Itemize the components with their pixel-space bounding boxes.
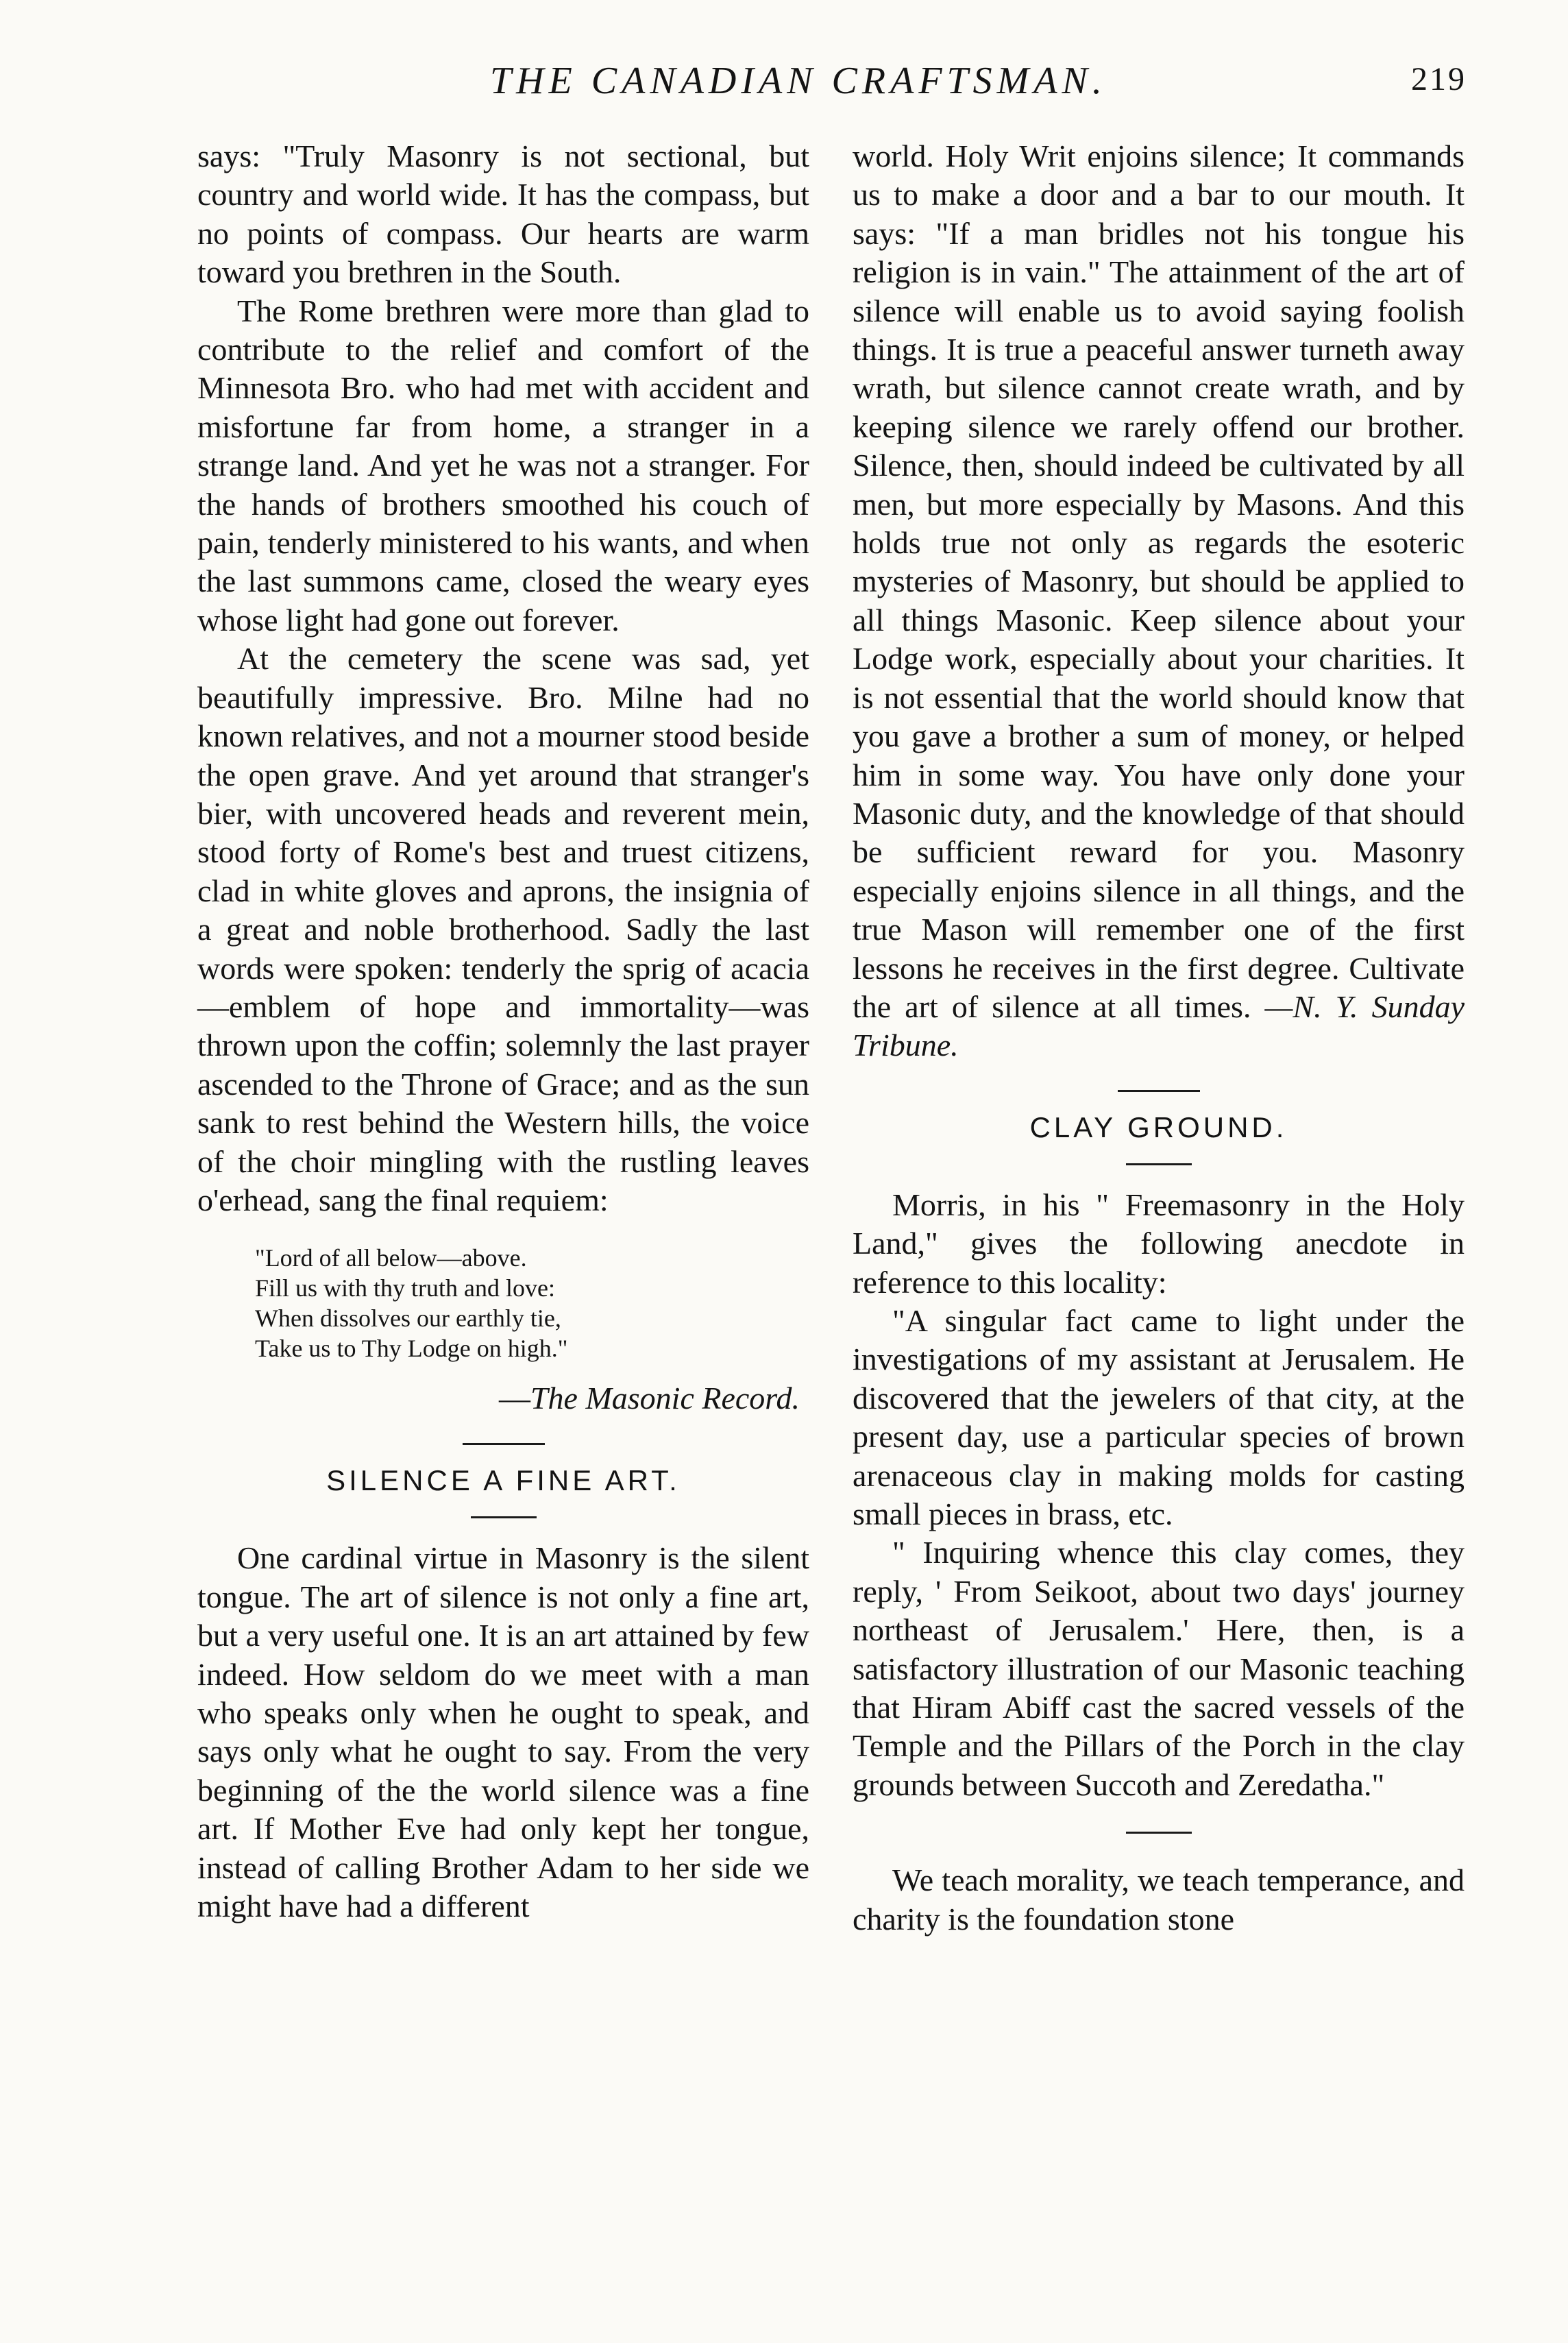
paragraph: At the cemetery the scene was sad, yet beautifully impressive. Bro. Milne had no known relatives, and not a mourner stood beside the open grave. And yet around that stranger's bier, with uncovered heads and reverent mein, stood forty of Rome's best and truest citizens, clad in white gloves and aprons, the insignia of a great and noble brotherhood. Sadly the last words were spoken: tenderly the sprig of acacia—emblem of hope and immortality—was thrown upon the coffin; solemnly the last prayer ascended to the Throne of Grace; and as the sun sank to rest behind the Western hills, the voice of the choir mingling with the rustling leaves o'erhead, sang the final requiem: [197, 641, 809, 1217]
paragraph: The Rome brethren were more than glad to contribute to the relief and comfort of the Minnesota Bro. who had met with accident and misfortune far from home, a stranger in a strange land. And yet he was not a stranger. For the hands of brothers smoothed his couch of pain, tenderly ministered to his wants, and when the last summons came, closed the weary eyes whose light had gone out forever. [197, 293, 809, 638]
paragraph-text: world. Holy Writ enjoins silence; It commands us to make a door and a bar to our mouth. It says: "If a man bridles not his tongue his religion is in vain." The attainment of the art of silence will enable us to avoid saying foolish things. It is true a peaceful answer turneth away wrath, but silence cannot create wrath, and by keeping silence we rarely offend our brother. Silence, then, should indeed be cultivated by all men, but more especially by Masons. And this holds true not only as regards the esoteric mysteries of Masonry, but should be applied to all things Masonic. Keep silence about your Lodge work, especially about your charities. It is not essential that the world should know that you gave a brother a sum of money, or helped him in some way. You have only done your Masonic duty, and the knowledge of that should be sufficient reward for you. Masonry especially enjoins silence in all things, and the true Mason will remember one of the first lessons he receives in the first degree. Cultivate the art of silence at all times. [853, 138, 1465, 1024]
attribution-dash: — [498, 1381, 530, 1416]
page-number: 219 [1411, 61, 1467, 97]
divider-rule [1126, 1163, 1192, 1165]
poem-line: "Lord of all below—above. [255, 1244, 527, 1272]
poem-line: Take us to Thy Lodge on high." [255, 1335, 568, 1363]
paragraph: says: "Truly Masonry is not sectional, but country and world wide. It has the compass, but no points of compass. Our hearts are warm toward you brethren in the South. [197, 138, 809, 290]
left-column [197, 137, 809, 1926]
section-heading-block [197, 1443, 809, 1518]
paragraph: We teach morality, we teach temperance, and charity is the foundation stone [853, 1862, 1465, 1937]
poem-line: When dissolves our earthly tie, [255, 1304, 561, 1333]
paragraph: " Inquiring whence this clay comes, they reply, ' From Seikoot, about two days' journey northeast of Jerusalem.' Here, then, is a satisfactory illustration of our Masonic teaching that Hiram Abiff cast the sacred vessels of the Temple and the Pillars of the Porch in the clay grounds between Succoth and Zeredatha." [853, 1535, 1465, 1802]
attribution-source: The Masonic Record. [530, 1381, 800, 1416]
running-title: THE CANADIAN CRAFTSMAN. [490, 60, 1107, 102]
poem-quote [255, 1243, 809, 1363]
divider-rule [471, 1516, 537, 1518]
paragraph: "A singular fact came to light under the investigations of my assistant at Jerusalem. He discovered that the jewelers of that city, at the present day, use a particular species of brown arenaceous clay in making molds for casting small pieces in brass, etc. [853, 1302, 1465, 1531]
article-source: —N. Y. Sunday Tribune. [853, 988, 1465, 1063]
paragraph: Morris, in his " Freemasonry in the Holy Land," gives the following anecdote in reference to this locality: [853, 1187, 1465, 1300]
section-heading-block [853, 1090, 1465, 1165]
right-column [853, 137, 1465, 1939]
paragraph [853, 137, 1465, 1065]
attribution [197, 1379, 809, 1418]
section-title: CLAY GROUND. [1029, 1110, 1288, 1143]
running-head [0, 59, 1568, 114]
divider-rule [463, 1443, 545, 1445]
divider-rule [1126, 1832, 1192, 1834]
divider-rule [1118, 1090, 1200, 1092]
paragraph: One cardinal virtue in Masonry is the silent tongue. The art of silence is not only a fine art, but a very useful one. It is an art attained by few indeed. How seldom do we meet with a man who speaks only when he ought to speak, and says only what he ought to say. From the very beginning of the the world silence was a fine art. If Mother Eve had only kept her tongue, instead of calling Brother Adam to her side we might have had a different [197, 1540, 809, 1924]
section-title: SILENCE A FINE ART. [326, 1464, 681, 1497]
poem-line: Fill us with thy truth and love: [255, 1274, 555, 1302]
